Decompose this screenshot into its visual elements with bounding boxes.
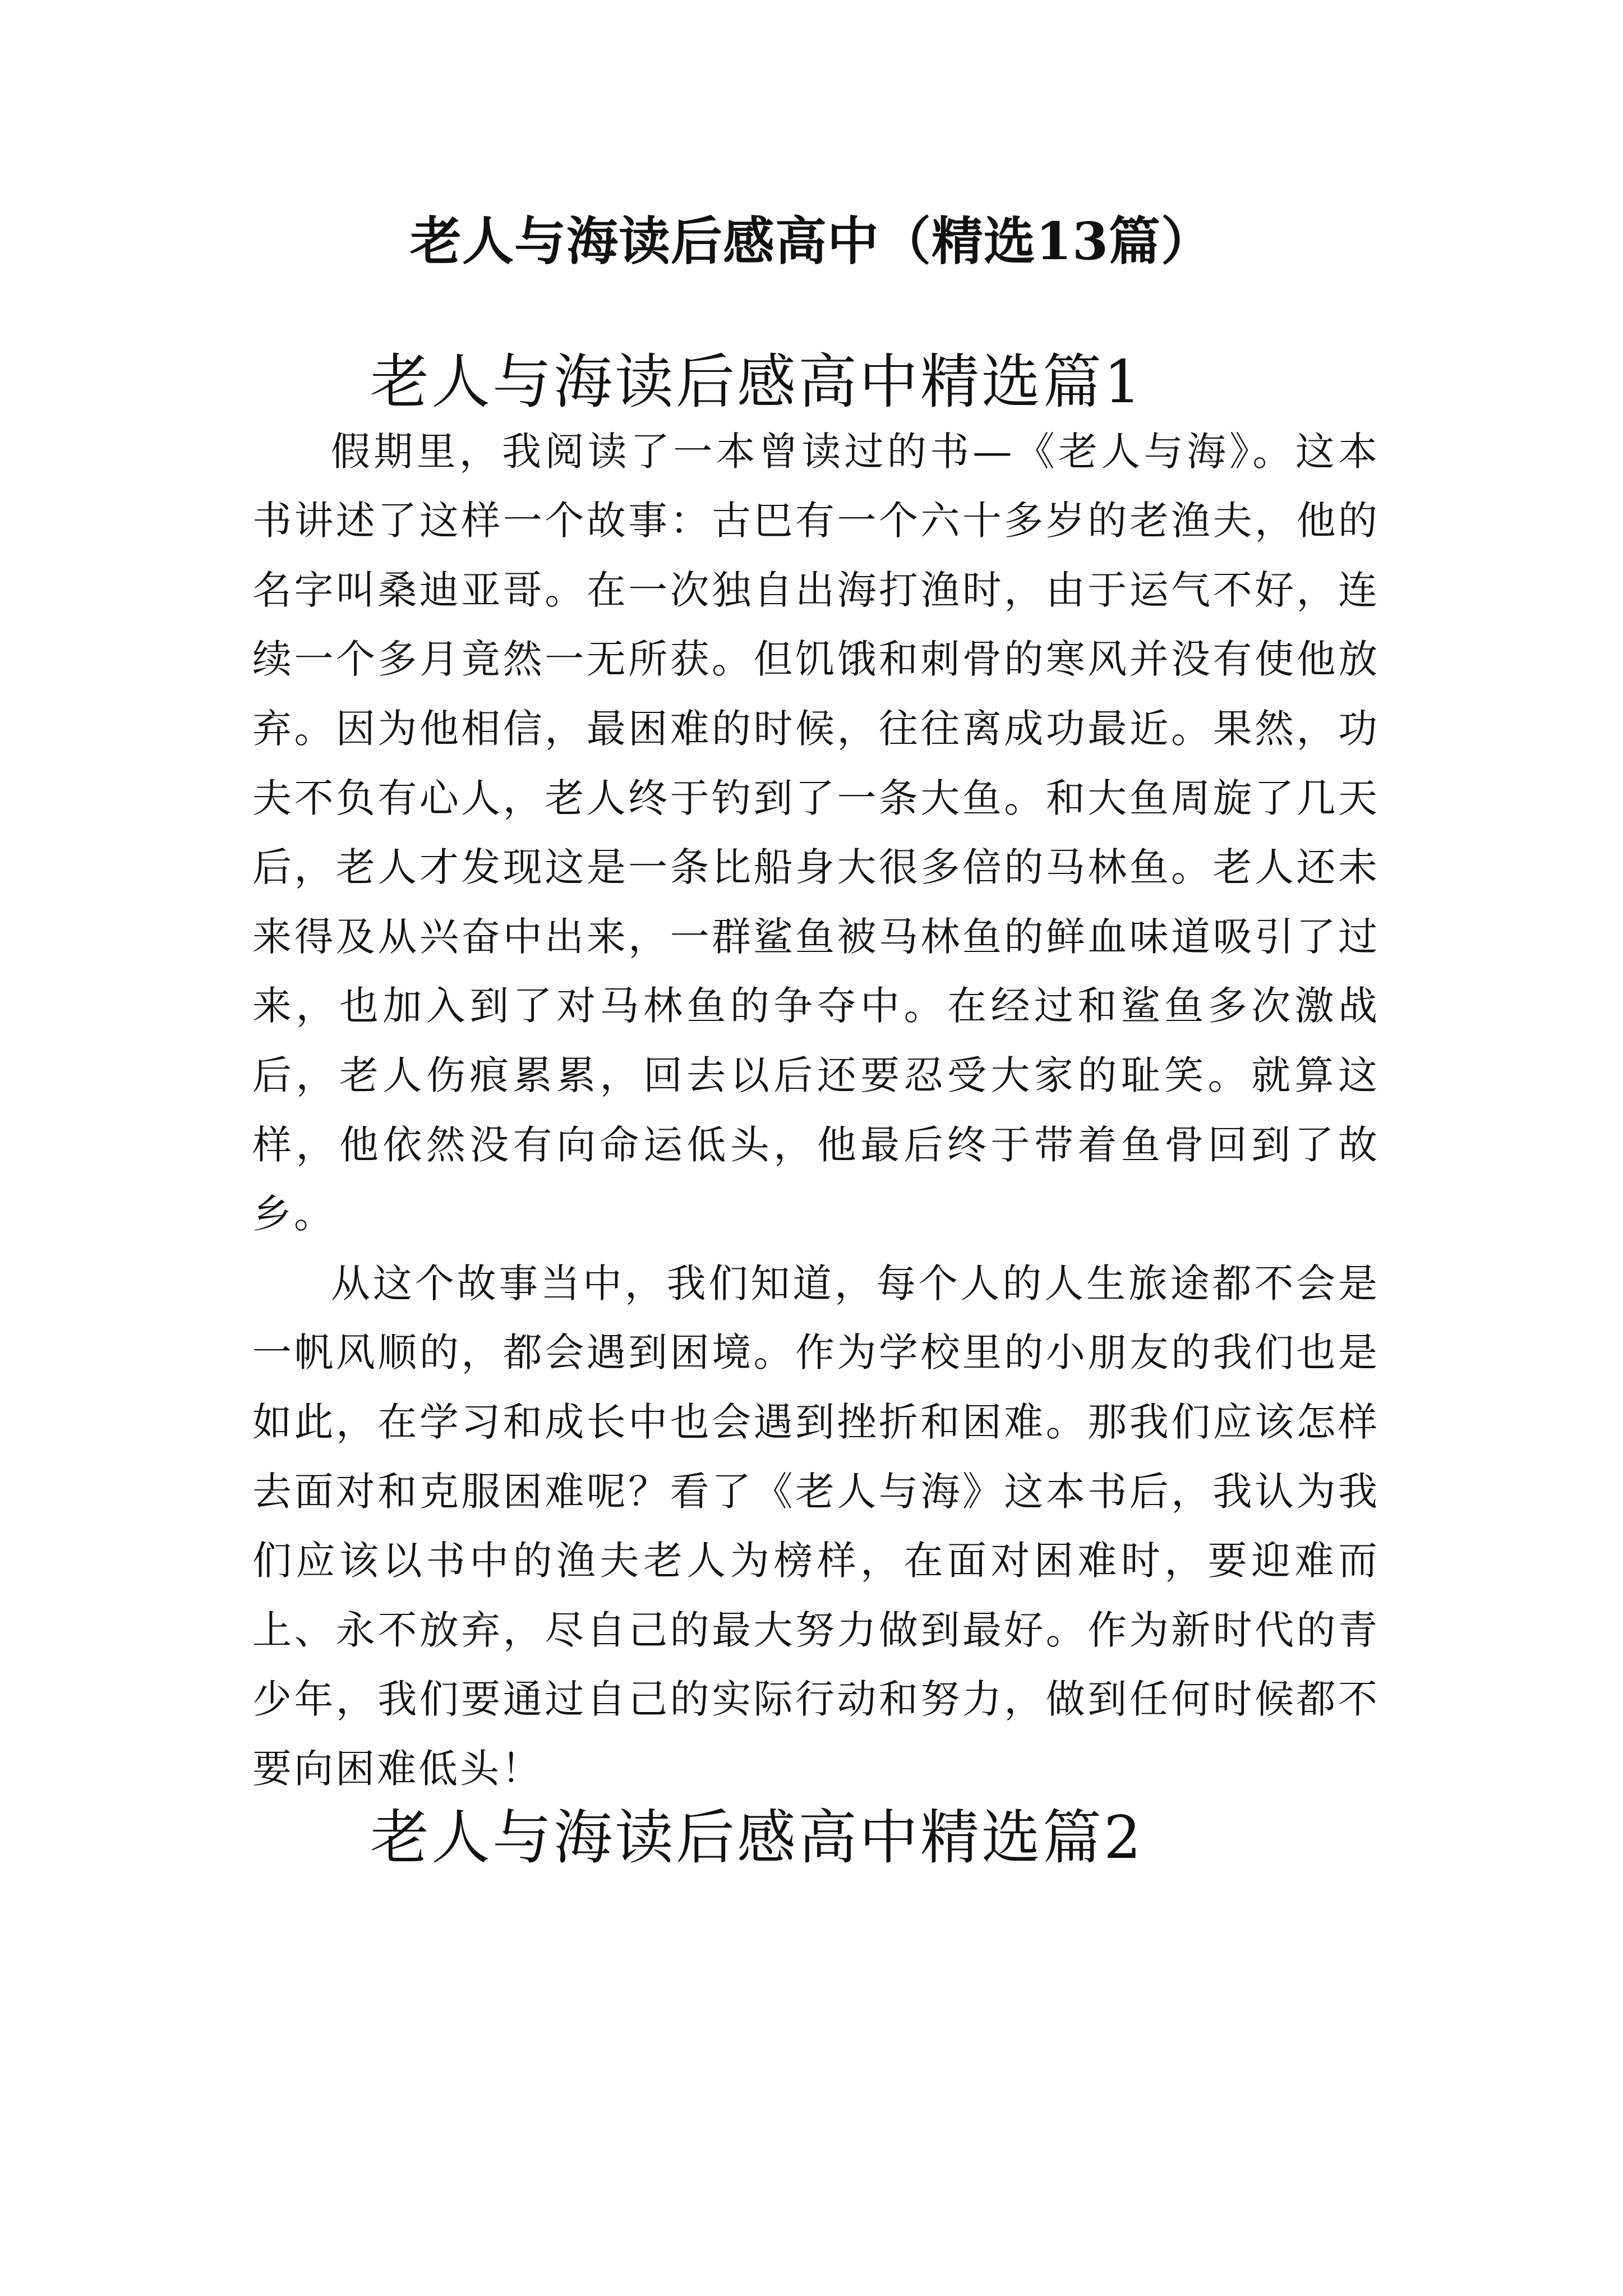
section-heading-2: 老人与海读后感高中精选篇2 [370, 1803, 1144, 1872]
section-heading-1: 老人与海读后感高中精选篇1 [370, 348, 1144, 416]
document-title: 老人与海读后感高中（精选13篇） [409, 211, 1214, 272]
document-body [252, 348, 1380, 1873]
paragraph-2: 从这个故事当中，我们知道，每个人的人生旅途都不会是一帆风顺的，都会遇到困境。作为学校里的小朋友的我们也是如此，在学习和成长中也会遇到挫折和困难。那我们应该怎样去面对和克服困难呢？看了《老人与海》这本书后，我认为我们应该以书中的渔夫老人为榜样，在面对困难时，要迎难而上、永不放弃，尽自己的最大努力做到最好。作为新时代的青少年，我们要通过自己的实际行动和努力，做到任何时候都不要向困难低头！ [252, 1260, 1380, 1792]
paragraph-1: 假期里，我阅读了一本曾读过的书—《老人与海》。这本书讲述了这样一个故事：古巴有一个六十多岁的老渔夫，他的名字叫桑迪亚哥。在一次独自出海打渔时，由于运气不好，连续一个多月竟然一无所获。但饥饿和刺骨的寒风并没有使他放弃。因为他相信，最困难的时候，往往离成功最近。果然，功夫不负有心人，老人终于钓到了一条大鱼。和大鱼周旋了几天后，老人才发现这是一条比船身大很多倍的马林鱼。老人还未来得及从兴奋中出来，一群鲨鱼被马林鱼的鲜血味道吸引了过来，也加入到了对马林鱼的争夺中。在经过和鲨鱼多次激战后，老人伤痕累累，回去以后还要忍受大家的耻笑。就算这样，他依然没有向命运低头，他最后终于带着鱼骨回到了故乡。 [252, 428, 1380, 1237]
